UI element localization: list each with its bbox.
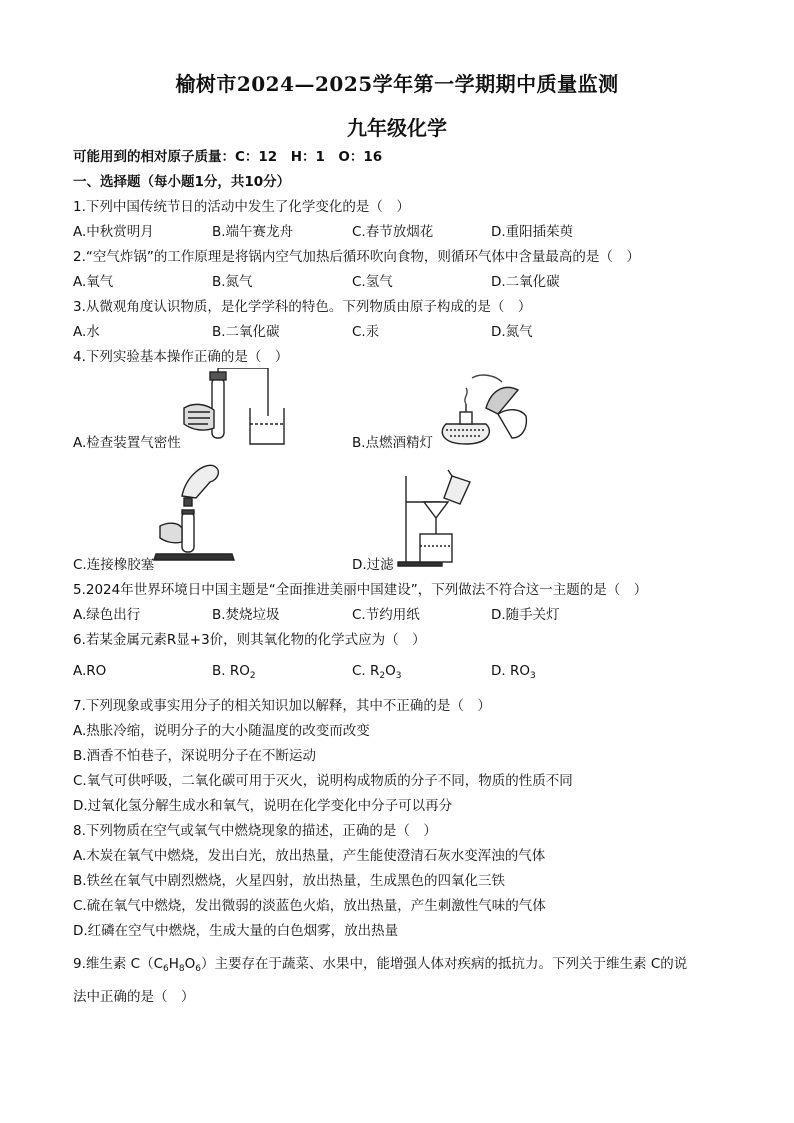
question-3-stem: 3.从微观角度认识物质，是化学学科的特色。下列物质由原子构成的是（ ） bbox=[73, 299, 532, 315]
section-heading: 一、选择题（每小题1分，共10分） bbox=[73, 174, 291, 190]
q8-option-a: A.木炭在氧气中燃烧，发出白光，放出热量，产生能使澄清石灰水变浑浊的气体 bbox=[73, 848, 546, 864]
q3-option-d: D.氮气 bbox=[491, 324, 533, 340]
q3-option-b: B.二氧化碳 bbox=[212, 324, 280, 340]
q7-option-d: D.过氧化氢分解生成水和氧气，说明在化学变化中分子可以再分 bbox=[73, 798, 453, 814]
q4-option-a: A.检查装置气密性 bbox=[73, 435, 181, 451]
q7-option-b: B.酒香不怕巷子，深说明分子在不断运动 bbox=[73, 748, 317, 764]
question-1-stem: 1.下列中国传统节日的活动中发生了化学变化的是（ ） bbox=[73, 199, 410, 215]
q2-option-d: D.二氧化碳 bbox=[491, 274, 560, 290]
question-5-stem: 5.2024年世界环境日中国主题是“全面推进美丽中国建设”，下列做法不符合这一主题的是（ ） bbox=[73, 582, 648, 598]
q1-option-b: B.端午赛龙舟 bbox=[212, 224, 294, 240]
question-2-stem: 2.“空气炸锅”的工作原理是将锅内空气加热后循环吹向食物，则循环气体中含量最高的是（ ） bbox=[73, 249, 640, 265]
q2-option-b: B.氮气 bbox=[212, 274, 253, 290]
q5-option-a: A.绿色出行 bbox=[73, 607, 141, 623]
question-9-stem: 9.维生素 $C(C_6H_8O_6)$主要存在于蔬菜、水果中，能增强人体对疾病的抵抗力。下列关于维生素 C的说 bbox=[73, 956, 688, 974]
alcohol-lamp-figure bbox=[432, 368, 542, 448]
filtration-figure bbox=[396, 462, 476, 572]
page-title: 榆树市2024—2025学年第一学期期中质量监测 bbox=[175, 72, 619, 96]
question-9-stem-continued: 法中正确的是（ ） bbox=[73, 989, 195, 1005]
q6-option-d: D. $RO_3$ bbox=[491, 663, 536, 681]
q7-option-a: A.热胀冷缩，说明分子的大小随温度的改变而改变 bbox=[73, 723, 370, 739]
atomic-mass-note: 可能用到的相对原子质量：C：12 H：1 O：16 bbox=[73, 149, 383, 165]
q3-option-a: A.水 bbox=[73, 324, 100, 340]
q2-option-c: C.氢气 bbox=[352, 274, 393, 290]
q8-option-b: B.铁丝在氧气中剧烈燃烧，火星四射，放出热量，生成黑色的四氧化三铁 bbox=[73, 873, 506, 889]
q8-option-c: C.硫在氧气中燃烧，发出微弱的淡蓝色火焰，放出热量，产生刺激性气味的气体 bbox=[73, 898, 546, 914]
question-6-stem: 6.若某金属元素R显+3价，则其氧化物的化学式应为（ ） bbox=[73, 632, 426, 648]
q4-option-b: B.点燃酒精灯 bbox=[352, 435, 434, 451]
q5-option-c: C.节约用纸 bbox=[352, 607, 420, 623]
airtightness-check-figure bbox=[180, 368, 290, 448]
question-4-stem: 4.下列实验基本操作正确的是（ ） bbox=[73, 349, 289, 365]
q5-option-b: B.焚烧垃圾 bbox=[212, 607, 280, 623]
q3-option-c: C.汞 bbox=[352, 324, 380, 340]
q1-option-a: A.中秋赏明月 bbox=[73, 224, 154, 240]
q6-option-b: B. $RO_2$ bbox=[212, 663, 256, 681]
rubber-stopper-figure bbox=[152, 456, 242, 566]
q4-option-d: D.过滤 bbox=[352, 557, 394, 573]
q4-option-c: C.连接橡胶塞 bbox=[73, 557, 155, 573]
q1-option-d: D.重阳插茱萸 bbox=[491, 224, 574, 240]
page-subtitle: 九年级化学 bbox=[347, 116, 447, 140]
q2-option-a: A.氧气 bbox=[73, 274, 114, 290]
q8-option-d: D.红磷在空气中燃烧，生成大量的白色烟雾，放出热量 bbox=[73, 923, 399, 939]
q7-option-c: C.氧气可供呼吸，二氧化碳可用于灭火，说明构成物质的分子不同，物质的性质不同 bbox=[73, 773, 573, 789]
q5-option-d: D.随手关灯 bbox=[491, 607, 560, 623]
q6-option-a: A.RO bbox=[73, 663, 107, 679]
q1-option-c: C.春节放烟花 bbox=[352, 224, 434, 240]
q6-option-c: C. $R_2O_3$ bbox=[352, 663, 402, 681]
question-8-stem: 8.下列物质在空气或氧气中燃烧现象的描述，正确的是（ ） bbox=[73, 823, 437, 839]
question-7-stem: 7.下列现象或事实用分子的相关知识加以解释，其中不正确的是（ ） bbox=[73, 698, 491, 714]
